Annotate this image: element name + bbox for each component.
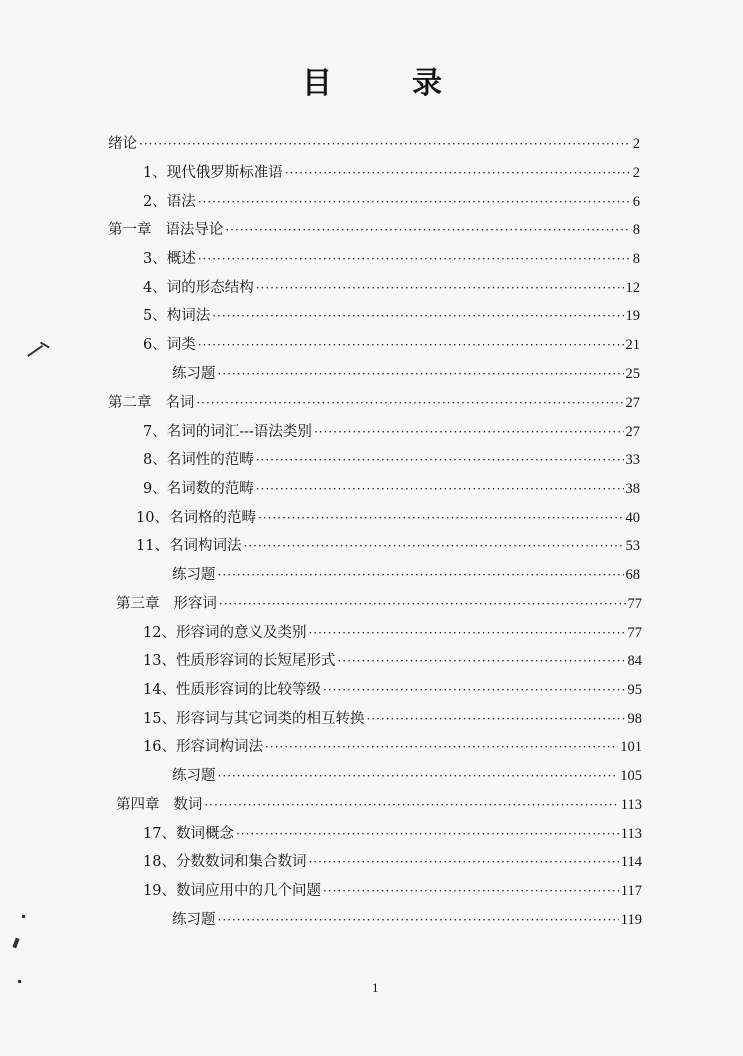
toc-leader-dots — [314, 420, 624, 444]
toc-entry-page: 105 — [620, 768, 642, 784]
toc-entry-label: 1、现代俄罗斯标准语 — [143, 165, 283, 181]
toc-entry-label: 练习题 — [172, 912, 216, 928]
toc-entry-page: 68 — [625, 567, 640, 583]
scan-mark — [12, 938, 19, 949]
toc-entry-label: 11、名词构词法 — [136, 538, 242, 554]
toc-entry — [172, 362, 640, 386]
toc-leader-dots — [204, 793, 618, 817]
toc-leader-dots — [225, 218, 630, 242]
toc-leader-dots — [218, 908, 619, 932]
toc-entry — [143, 247, 640, 271]
scan-mark — [18, 980, 21, 983]
toc-entry-label: 12、形容词的意义及类别 — [143, 625, 307, 641]
toc-entry — [143, 735, 642, 759]
toc-leader-dots — [198, 190, 631, 214]
toc-entry-page: 21 — [625, 337, 640, 353]
toc-entry-label: 10、名词格的范畴 — [136, 510, 256, 526]
toc-entry-label: 6、词类 — [143, 337, 196, 353]
toc-entry-label: 练习题 — [172, 366, 216, 382]
toc-leader-dots — [366, 707, 625, 731]
toc-entry-label: 第二章 名词 — [108, 395, 195, 411]
toc-entry — [143, 477, 640, 501]
toc-entry-page: 38 — [625, 481, 640, 497]
toc-entry-page: 8 — [632, 222, 640, 238]
toc-leader-dots — [337, 649, 625, 673]
toc-entry-page: 19 — [625, 308, 640, 324]
toc-leader-dots — [139, 132, 631, 156]
toc-entry — [143, 649, 642, 673]
page-number: 1 — [372, 980, 379, 995]
toc-leader-dots — [218, 362, 624, 386]
toc-entry-label: 第四章 数词 — [116, 797, 203, 813]
toc-entry — [116, 592, 642, 616]
toc-leader-dots — [265, 735, 618, 759]
toc-entry-label: 16、形容词构词法 — [143, 739, 263, 755]
toc-entry-page: 77 — [627, 596, 642, 612]
toc-entry — [136, 534, 640, 558]
toc-entry-label: 17、数词概念 — [143, 826, 234, 842]
scan-mark — [22, 915, 25, 918]
toc-leader-dots — [285, 161, 631, 185]
toc-entry — [143, 707, 642, 731]
toc-leader-dots — [218, 563, 624, 587]
toc-entry-page: 27 — [625, 395, 640, 411]
toc-entry-page: 113 — [620, 826, 642, 842]
toc-entry — [108, 218, 640, 242]
toc-leader-dots — [198, 333, 624, 357]
toc-leader-dots — [196, 391, 623, 415]
toc-entry-page: 40 — [625, 510, 640, 526]
toc-entry — [172, 908, 642, 932]
toc-leader-dots — [218, 764, 619, 788]
toc-entry-label: 4、词的形态结构 — [143, 280, 254, 296]
toc-entry-page: 53 — [625, 538, 640, 554]
toc-leader-dots — [243, 534, 623, 558]
toc-entry-page: 113 — [620, 797, 642, 813]
toc-entry — [143, 879, 642, 903]
toc-entry-page: 27 — [625, 424, 640, 440]
toc-entry-label: 9、名词数的范畴 — [143, 481, 254, 497]
toc-entry — [172, 764, 642, 788]
toc-entry — [143, 190, 640, 214]
toc-leader-dots — [219, 592, 626, 616]
toc-entry-label: 18、分数数词和集合数词 — [143, 854, 307, 870]
toc-entry-label: 13、性质形容词的长短尾形式 — [143, 653, 336, 669]
toc-entry-page: 114 — [620, 854, 642, 870]
toc-entry — [136, 506, 640, 530]
toc-entry-page: 119 — [620, 912, 642, 928]
toc-entry-label: 练习题 — [172, 768, 216, 784]
toc-entry-label: 绪论 — [108, 136, 137, 152]
toc-leader-dots — [323, 678, 626, 702]
toc-leader-dots — [256, 276, 624, 300]
toc-entry — [143, 448, 640, 472]
toc-leader-dots — [258, 506, 624, 530]
toc-entry-label: 第三章 形容词 — [116, 596, 217, 612]
toc-entry-page: 101 — [620, 739, 642, 755]
toc-entry — [143, 304, 640, 328]
toc-leader-dots — [308, 621, 625, 645]
toc-leader-dots — [198, 247, 631, 271]
toc-leader-dots — [256, 477, 624, 501]
toc-entry — [108, 391, 640, 415]
toc-leader-dots — [236, 822, 619, 846]
title-char-1: 目 — [302, 66, 332, 101]
toc-leader-dots — [308, 850, 618, 874]
toc-entry — [143, 161, 640, 185]
toc-entry — [143, 276, 640, 300]
toc-entry-label: 练习题 — [172, 567, 216, 583]
toc-entry — [108, 132, 640, 156]
toc-entry-label: 3、概述 — [143, 251, 196, 267]
toc-entry-page: 84 — [627, 653, 642, 669]
toc-entry-page: 8 — [632, 251, 640, 267]
toc-entry-page: 117 — [620, 883, 642, 899]
toc-entry — [116, 793, 642, 817]
toc-leader-dots — [256, 448, 624, 472]
toc-entry-label: 7、名词的词汇---语法类别 — [143, 424, 312, 440]
toc-entry-page: 12 — [625, 280, 640, 296]
toc-entry — [143, 678, 642, 702]
toc-entry-label: 8、名词性的范畴 — [143, 452, 254, 468]
toc-leader-dots — [323, 879, 619, 903]
toc-entry-page: 33 — [625, 452, 640, 468]
toc-entry-label: 14、性质形容词的比较等级 — [143, 682, 321, 698]
toc-entry-page: 6 — [632, 194, 640, 210]
title-char-2: 录 — [412, 66, 442, 101]
toc-entry-label: 15、形容词与其它词类的相互转换 — [143, 711, 365, 727]
toc-entry — [143, 420, 640, 444]
scan-mark — [27, 345, 43, 357]
toc-entry-page: 98 — [627, 711, 642, 727]
toc-entry-page: 95 — [627, 682, 642, 698]
toc-entry-page: 2 — [632, 136, 640, 152]
toc-entry-label: 19、数词应用中的几个问题 — [143, 883, 321, 899]
toc-leader-dots — [212, 304, 623, 328]
toc-entry — [143, 621, 642, 645]
toc-entry — [143, 850, 642, 874]
toc-entry-page: 25 — [625, 366, 640, 382]
toc-entry — [143, 333, 640, 357]
toc-entry — [172, 563, 640, 587]
toc-entry — [143, 822, 642, 846]
toc-entry-page: 2 — [632, 165, 640, 181]
toc-entry-page: 77 — [627, 625, 642, 641]
toc-entry-label: 2、语法 — [143, 194, 196, 210]
toc-entry-label: 第一章 语法导论 — [108, 222, 224, 238]
toc-entry-label: 5、构词法 — [143, 308, 211, 324]
